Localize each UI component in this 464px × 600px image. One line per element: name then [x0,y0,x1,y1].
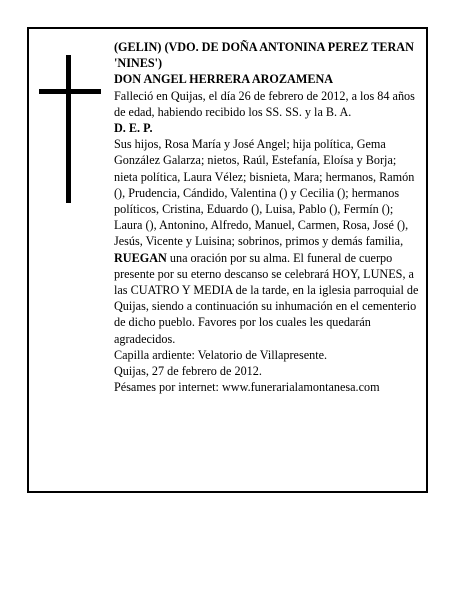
ruegan-paragraph [114,250,420,347]
death-notice: Falleció en Quijas, el día 26 de febrero de 2012, a los 84 años de edad, habiendo recibido los SS. SS. y la B. A. [114,88,415,119]
obituary-text [114,39,420,395]
ruegan-text: una oración por su alma. El funeral de cuerpo presente por su eterno descanso se celebrará HOY, LUNES, a las CUATRO Y MEDIA de la tarde, en la iglesia parroquial de Quijas, siendo a continuación su inhumación en el cementerio de dicho pueblo. Favores por los cuales les quedarán agradecidos. [114,250,419,346]
family-list: Sus hijos, Rosa María y José Angel; hija política, Gema González Galarza; nietos, Raúl, Estefanía, Eloísa y Borja; nieta política, Laura Vélez; bisnieta, Mara; hermanos, Ramón (), Prudencia, Cándido, Valentina () y Cecilia (); hermanos políticos, Cristina, Eduardo (), Luisa, Pablo (), Fermín (); Laura (), Antonino, Alfredo, Manuel, Carmen, Rosa, José (), Jesús, Vicente y Luisina; sobrinos, primos y demás familia, [114,137,415,249]
capilla-ardiente: Capilla ardiente: Velatorio de Villapresente. [114,347,328,362]
obituary-frame [27,27,428,493]
cross-icon [39,55,101,203]
dep-line: D. E. P. [114,121,153,136]
header-line: (GELIN) (VDO. DE DOÑA ANTONINA PEREZ TERAN 'NINES') [114,40,414,71]
date-place: Quijas, 27 de febrero de 2012. [114,364,262,379]
pesames-line: Pésames por internet: www.funerarialamontanesa.com [114,380,380,395]
ruegan-label: RUEGAN [114,250,167,265]
deceased-name: DON ANGEL HERRERA AROZAMENA [114,72,334,87]
cross-vertical-bar [66,55,71,203]
cross-horizontal-bar [39,89,101,94]
